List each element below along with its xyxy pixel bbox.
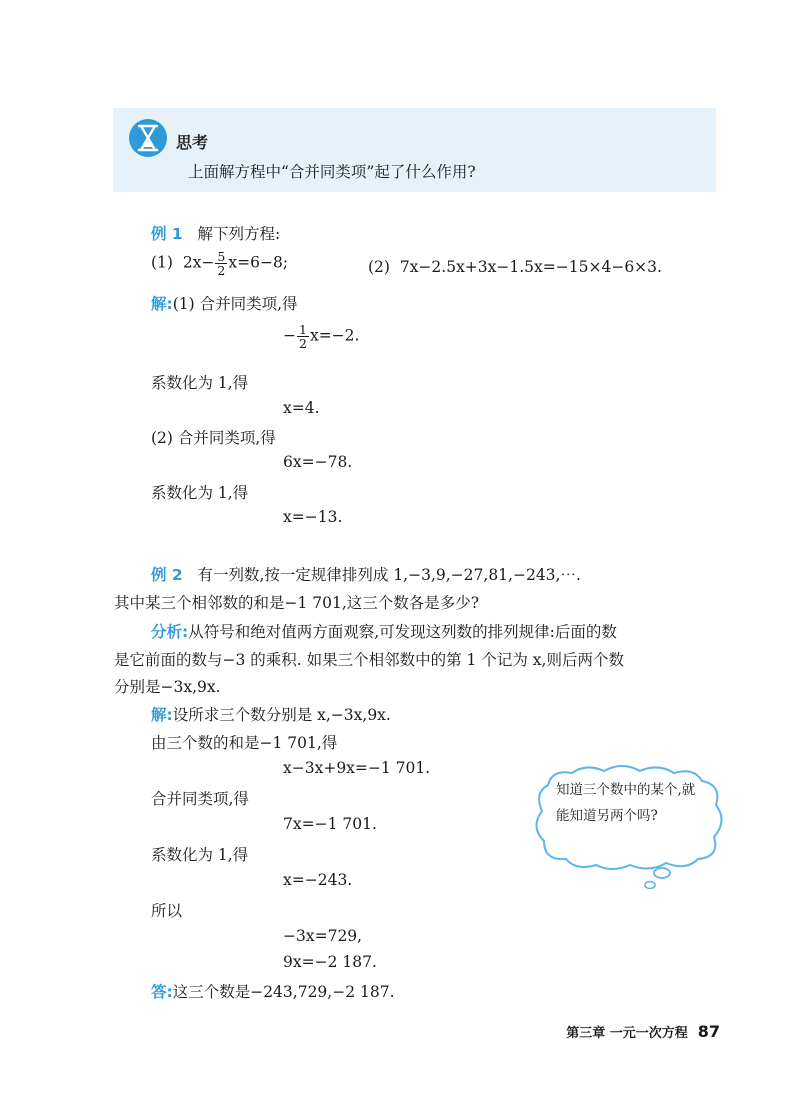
ex2-solution-line1: 解:设所求三个数分别是 x,−3x,9x. (151, 706, 391, 724)
example1-header (151, 222, 280, 244)
ex2-sol5: 所以 (151, 902, 183, 920)
ex2-eq5: 9x=−2 187. (283, 953, 377, 971)
example1-problem1 (151, 250, 288, 277)
example2-line1 (151, 563, 581, 585)
ex2-eq3: x=−243. (283, 871, 353, 889)
example1-solution-line1 (151, 292, 298, 314)
p1-fraction: $\frac{5}{2}$ (217, 249, 226, 278)
chapter-title: 第三章 一元一次方程 (566, 1026, 688, 1041)
analysis-line1: 分析:从符号和绝对值两方面观察,可发现这列数的排列规律:后面的数 (151, 623, 617, 641)
ex2-sol4: 系数化为 1,得 (151, 846, 249, 864)
think-question: 上面解方程中“合并同类项”起了什么作用? (188, 163, 476, 181)
ex2-sol2: 由三个数的和是−1 701,得 (151, 734, 338, 752)
example1-eq1: − $\frac{1}{2}$ x=−2. (283, 322, 360, 351)
p2-eq: 7x−2.5x+3x−1.5x=−15×4−6×3. (399, 258, 662, 276)
analysis-line2: 是它前面的数与−3 的乘积. 如果三个相邻数中的第 1 个记为 x,则后两个数 (114, 651, 624, 669)
example2-line2: 其中某三个相邻数的和是−1 701,这三个数各是多少? (114, 594, 480, 612)
example2-text1: 有一列数,按一定规律排列成 1,−3,9,−27,81,−243,⋯. (197, 566, 581, 584)
s4-eq: x=−13. (283, 508, 343, 526)
page-number: 87 (697, 1022, 720, 1041)
ex2-eq2: 7x=−1 701. (283, 815, 377, 833)
analysis-line3: 分别是−3x,9x. (114, 678, 221, 696)
solution-label: 解: (151, 295, 173, 313)
hourglass-icon (128, 118, 168, 158)
p1-eq-left: 2x− (182, 253, 215, 272)
s1-text: (1) 合并同类项,得 (172, 295, 298, 313)
p1-label: (1) (151, 253, 173, 272)
s2-text: 系数化为 1,得 (151, 374, 249, 392)
example2-label: 例 2 (151, 566, 183, 584)
s3-text: (2) 合并同类项,得 (151, 429, 276, 447)
answer-label: 答: (151, 983, 173, 1001)
analysis-label: 分析: (151, 623, 189, 641)
p2-label: (2) (368, 258, 390, 276)
example1-label: 例 1 (151, 225, 183, 243)
page-footer (566, 1022, 720, 1041)
ex2-answer: 答:这三个数是−243,729,−2 187. (151, 983, 395, 1001)
s4-text: 系数化为 1,得 (151, 484, 249, 502)
bubble-text: 知道三个数中的某个,就能知道另两个吗? (556, 782, 696, 824)
example1-prompt: 解下列方程: (197, 225, 281, 243)
ex2-eq4: −3x=729, (283, 927, 363, 945)
think-title: 思考 (176, 133, 209, 152)
p1-eq-right: x=6−8; (228, 253, 289, 272)
s3-eq: 6x=−78. (283, 453, 353, 471)
example1-problem2 (368, 258, 662, 276)
ex2-solution-label: 解: (151, 706, 173, 724)
s2-eq: x=4. (283, 399, 320, 417)
ex2-eq1: x−3x+9x=−1 701. (283, 759, 431, 777)
ex2-sol3: 合并同类项,得 (151, 790, 249, 808)
